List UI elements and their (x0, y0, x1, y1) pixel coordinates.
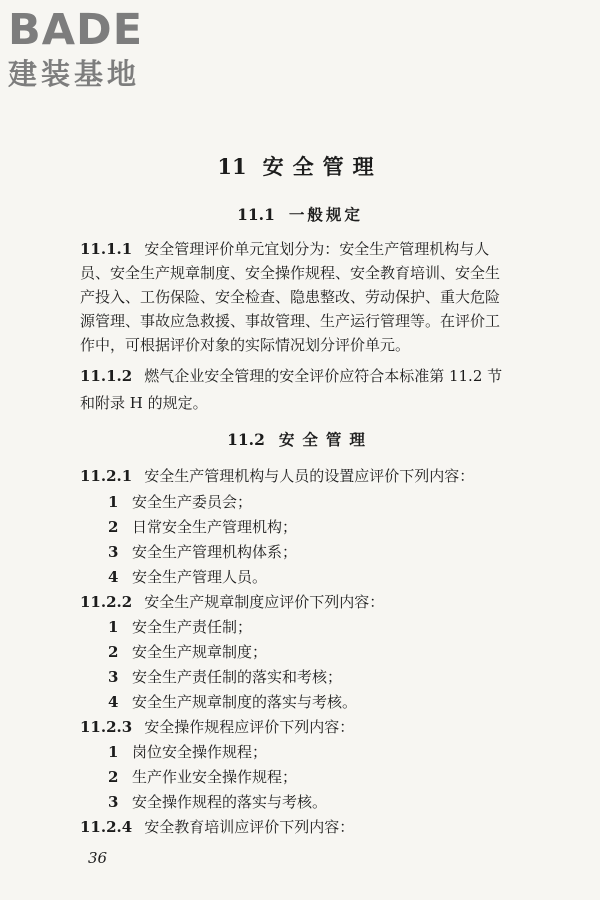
clause-text: 安全教育培训应评价下列内容： (144, 818, 355, 836)
clause-text: 安全管理评价单元宜划分为：安全生产管理机构与人 (144, 240, 490, 258)
list-item-text: 生产作业安全操作规程； (132, 768, 298, 786)
list-item-text: 安全生产责任制的落实和考核； (132, 668, 343, 686)
clause-text: 燃气企业安全管理的安全评价应符合本标准第 11.2 节 (144, 367, 503, 385)
section-heading-text: 一般规定 (288, 205, 363, 224)
clause-11-1-1-line-2: 员、安全生产规章制度、安全操作规程、安全教育培训、安全生 (80, 264, 501, 282)
list-item (108, 566, 528, 588)
clause-number: 11.2.1 (80, 467, 133, 485)
list-item-text: 安全生产委员会； (132, 493, 253, 511)
list-item-text: 安全生产规章制度； (132, 643, 268, 661)
clause-number: 11.1.2 (80, 367, 133, 385)
clause-text: 安全生产规章制度应评价下列内容： (144, 593, 385, 611)
list-item-number: 3 (108, 668, 119, 686)
section-heading-text: 安全管理 (278, 430, 373, 449)
chapter-heading-text: 安全管理 (262, 154, 383, 179)
clause-number: 11.2.2 (80, 593, 133, 611)
list-item-text: 安全生产管理人员。 (132, 568, 268, 586)
page-number: 36 (88, 849, 108, 867)
list-item-number: 2 (108, 518, 119, 536)
list-item-number: 3 (108, 543, 119, 561)
clause-text: 安全操作规程应评价下列内容： (144, 718, 355, 736)
clause-number: 11.2.3 (80, 718, 133, 736)
clause-number: 11.2.4 (80, 818, 133, 836)
clause-11-1-1-line-1 (80, 238, 530, 260)
list-item (108, 516, 528, 538)
list-item-number: 1 (108, 493, 119, 511)
list-item-number: 2 (108, 643, 119, 661)
clause-number: 11.1.1 (80, 240, 133, 258)
list-item-text: 安全生产管理机构体系； (132, 543, 298, 561)
list-item-number: 4 (108, 693, 119, 711)
clause-11-1-1-line-4: 源管理、事故应急救援、事故管理、生产运行管理等。在评价工 (80, 312, 501, 330)
chapter-title (0, 152, 600, 182)
clause-11-1-2-line-1 (80, 365, 530, 387)
section-number: 11.1 (237, 205, 275, 224)
clause-11-1-1-line-3: 产投入、工伤保险、安全检查、隐患整改、劳动保护、重大危险 (80, 288, 501, 306)
list-item (108, 766, 528, 788)
list-item (108, 741, 528, 763)
list-item-text: 安全生产规章制度的落实与考核。 (132, 693, 358, 711)
list-item (108, 791, 528, 813)
list-item-number: 3 (108, 793, 119, 811)
list-item (108, 616, 528, 638)
list-item (108, 491, 528, 513)
chapter-number: 11 (217, 154, 247, 179)
list-item (108, 666, 528, 688)
list-item-number: 1 (108, 618, 119, 636)
clause-11-1-1-line-5: 作中，可根据评价对象的实际情况划分评价单元。 (80, 336, 411, 354)
list-item-number: 4 (108, 568, 119, 586)
list-item (108, 691, 528, 713)
list-item-text: 日常安全生产管理机构； (132, 518, 298, 536)
logo-chinese-text: 建装基地 (8, 57, 141, 91)
section-number: 11.2 (227, 430, 265, 449)
list-item (108, 541, 528, 563)
clause-text: 安全生产管理机构与人员的设置应评价下列内容： (144, 467, 475, 485)
list-item (108, 641, 528, 663)
list-item-text: 岗位安全操作规程； (132, 743, 268, 761)
section-heading-11-2 (0, 428, 600, 452)
clause-11-2-2-intro (80, 591, 530, 613)
section-heading-11-1 (0, 203, 600, 227)
list-item-number: 1 (108, 743, 119, 761)
clause-11-2-4-intro (80, 816, 530, 838)
clause-11-2-1-intro (80, 465, 530, 487)
list-item-number: 2 (108, 768, 119, 786)
list-item-text: 安全操作规程的落实与考核。 (132, 793, 328, 811)
clause-11-1-2-line-2: 和附录 H 的规定。 (80, 394, 208, 412)
clause-11-2-3-intro (80, 716, 530, 738)
logo-latin-text: BADE (8, 5, 144, 55)
bade-logo (8, 6, 178, 92)
list-item-text: 安全生产责任制； (132, 618, 253, 636)
